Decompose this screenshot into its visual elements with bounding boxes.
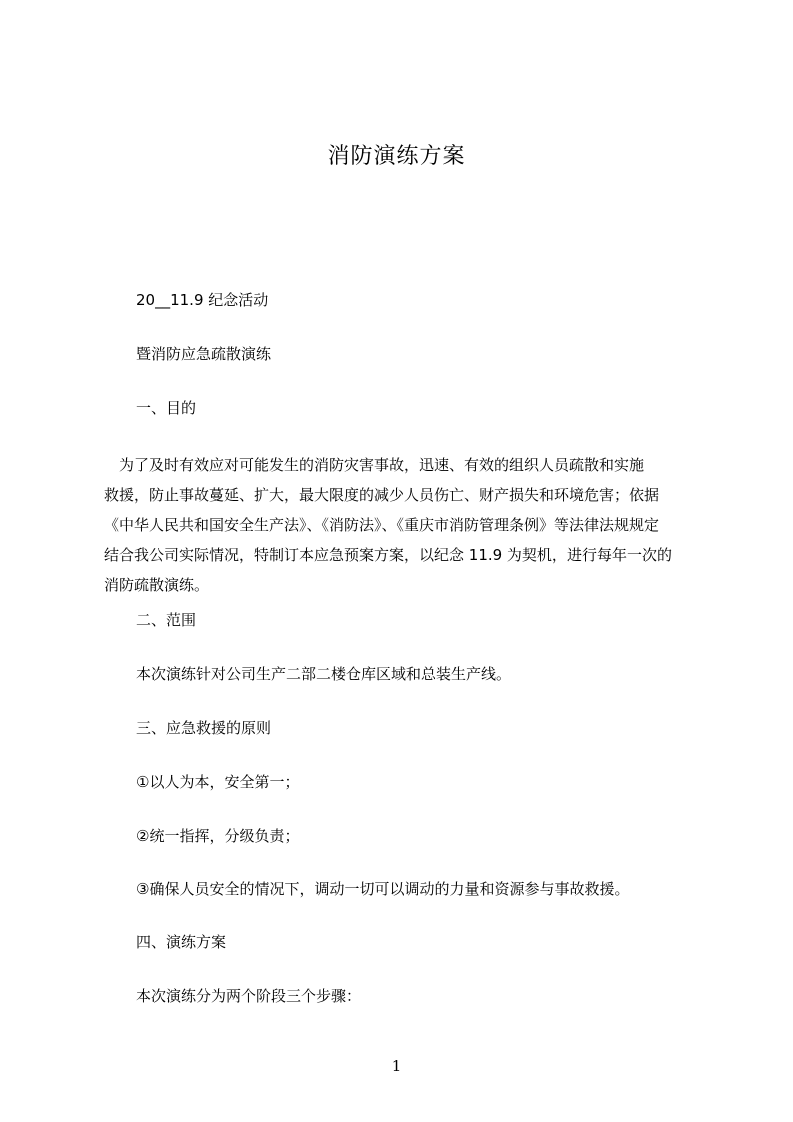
paragraph-line: 为了及时有效应对可能发生的消防灾害事故，迅速、有效的组织人员疏散和实施: [104, 456, 645, 474]
purpose-paragraph: [104, 450, 699, 600]
section-heading-principles: 三、应急救援的原则: [136, 719, 272, 737]
document-title: 消防演练方案: [327, 144, 466, 169]
section-heading-plan: 四、演练方案: [136, 933, 227, 951]
plan-text: 本次演练分为两个阶段三个步骤：: [136, 987, 362, 1005]
paragraph-line: 结合我公司实际情况，特制订本应急预案方案，以纪念 11.9 为契机，进行每年一次的: [104, 546, 672, 564]
scope-text: 本次演练针对公司生产二部二楼仓库区域和总装生产线。: [136, 665, 512, 683]
paragraph-line: 消防疏散演练。: [104, 576, 210, 594]
paragraph-line: 救援，防止事故蔓延、扩大，最大限度的减少人员伤亡、财产损失和环境危害；依据: [104, 486, 660, 504]
principle-item-3: ③确保人员安全的情况下，调动一切可以调动的力量和资源参与事故救援。: [136, 880, 630, 898]
subtitle-line-1: 20__11.9 纪念活动: [136, 291, 269, 309]
principle-item-2: ②统一指挥，分级负责；: [136, 827, 300, 845]
section-heading-purpose: 一、目的: [136, 399, 197, 417]
page-number: 1: [391, 1057, 402, 1075]
subtitle-line-2: 暨消防应急疏散演练: [136, 345, 272, 363]
section-heading-scope: 二、范围: [136, 611, 197, 629]
principle-item-1: ①以人为本，安全第一；: [136, 773, 300, 791]
paragraph-line: 《中华人民共和国安全生产法》、《消防法》、《重庆市消防管理条例》等法律法规规定: [104, 516, 660, 534]
